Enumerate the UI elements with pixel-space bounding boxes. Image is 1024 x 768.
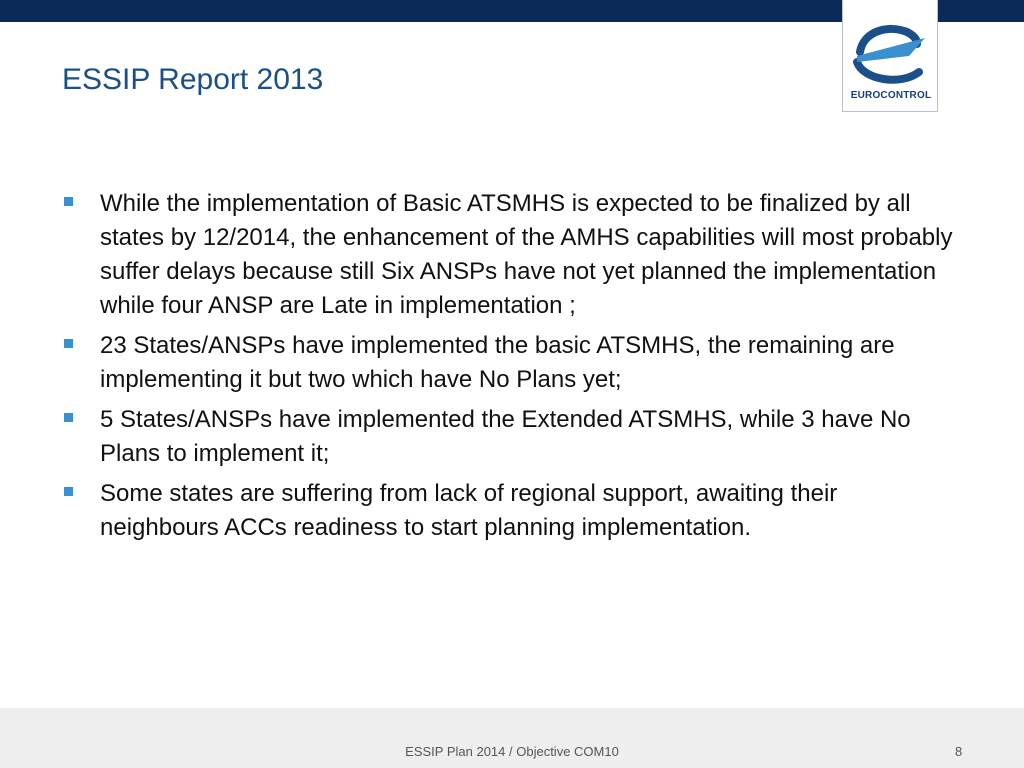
slide-title: ESSIP Report 2013 <box>62 63 324 96</box>
square-bullet-icon <box>64 413 73 422</box>
bullet-item <box>62 329 962 397</box>
square-bullet-icon <box>64 487 73 496</box>
page-number: 8 <box>955 744 963 759</box>
bullet-text: 5 States/ANSPs have implemented the Extended ATSMHS, while 3 have No Plans to implement it; <box>100 406 911 467</box>
footer <box>0 708 1024 768</box>
bullet-text: Some states are suffering from lack of regional support, awaiting their neighbours ACCs readiness to start planning implementation. <box>100 480 838 541</box>
bullet-item <box>62 403 962 471</box>
bullet-text: While the implementation of Basic ATSMHS is expected to be finalized by all states by 12/2014, the enhancement of the AMHS capabilities will most probably suffer delays because still Six ANSPs have not yet planned the implementation while four ANSP are Late in implementation ; <box>100 190 953 319</box>
eurocontrol-logo-icon <box>851 20 929 84</box>
footer-text: ESSIP Plan 2014 / Objective COM10 <box>405 744 619 759</box>
square-bullet-icon <box>64 197 73 206</box>
bullet-item <box>62 187 962 323</box>
logo-text: EUROCONTROL <box>850 90 932 101</box>
bullet-list <box>62 187 962 551</box>
bullet-item <box>62 477 962 545</box>
bullet-text: 23 States/ANSPs have implemented the basic ATSMHS, the remaining are implementing it but two which have No Plans yet; <box>100 332 895 393</box>
eurocontrol-logo <box>842 0 938 112</box>
square-bullet-icon <box>64 339 73 348</box>
